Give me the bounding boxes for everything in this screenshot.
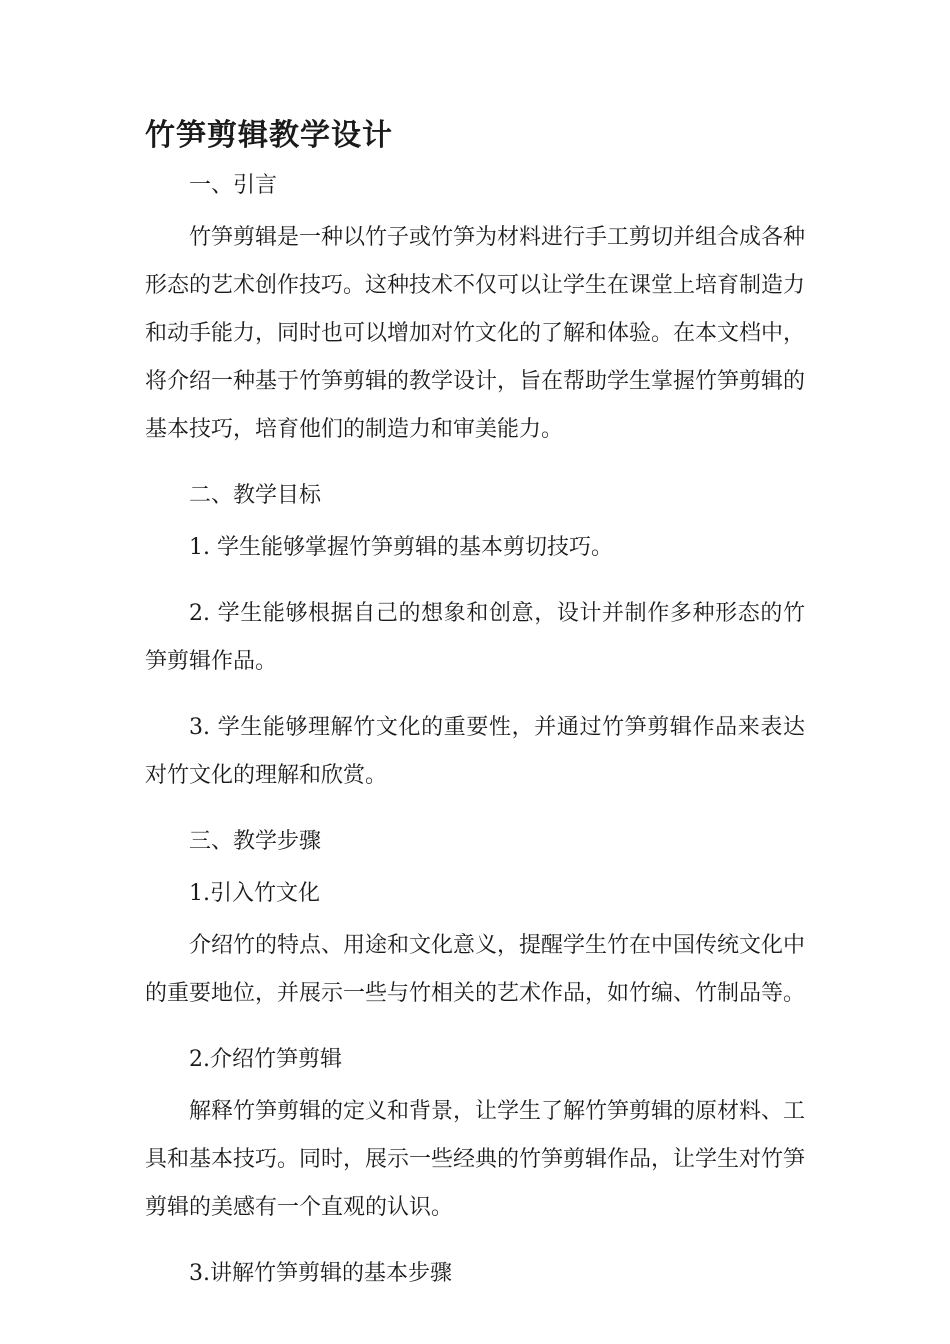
paragraph-intro: 竹笋剪辑是一种以竹子或竹笋为材料进行手工剪切并组合成各种形态的艺术创作技巧。这种技术不仅可以让学生在课堂上培育制造力和动手能力，同时也可以增加对竹文化的了解和体验。在本文档中，将介绍一种基于竹笋剪辑的教学设计，旨在帮助学生掌握竹笋剪辑的基本技巧，培育他们的制造力和审美能力。 xyxy=(145,225,806,442)
goal-item-2: 2. 学生能够根据自己的想象和创意，设计并制作多种形态的竹笋剪辑作品。 xyxy=(145,601,805,674)
document-body xyxy=(145,162,805,1302)
goal-item-1: 1. 学生能够掌握竹笋剪辑的基本剪切技巧。 xyxy=(189,535,613,560)
step-heading-3: 3.讲解竹笋剪辑的基本步骤 xyxy=(189,1261,452,1286)
section-heading-intro: 一、引言 xyxy=(189,173,278,198)
step-paragraph-1: 介绍竹的特点、用途和文化意义，提醒学生竹在中国传统文化中的重要地位，并展示一些与竹相关的艺术作品，如竹编、竹制品等。 xyxy=(145,933,806,1006)
document-title: 竹笋剪辑教学设计 xyxy=(145,118,393,153)
step-heading-2: 2.介绍竹笋剪辑 xyxy=(189,1047,342,1072)
section-heading-goals: 二、教学目标 xyxy=(189,483,322,508)
step-paragraph-2: 解释竹笋剪辑的定义和背景，让学生了解竹笋剪辑的原材料、工具和基本技巧。同时，展示一些经典的竹笋剪辑作品，让学生对竹笋剪辑的美感有一个直观的认识。 xyxy=(145,1099,806,1220)
step-heading-1: 1.引入竹文化 xyxy=(189,881,320,906)
section-heading-steps: 三、教学步骤 xyxy=(189,829,322,854)
goal-item-3: 3. 学生能够理解竹文化的重要性，并通过竹笋剪辑作品来表达对竹文化的理解和欣赏。 xyxy=(145,715,805,788)
